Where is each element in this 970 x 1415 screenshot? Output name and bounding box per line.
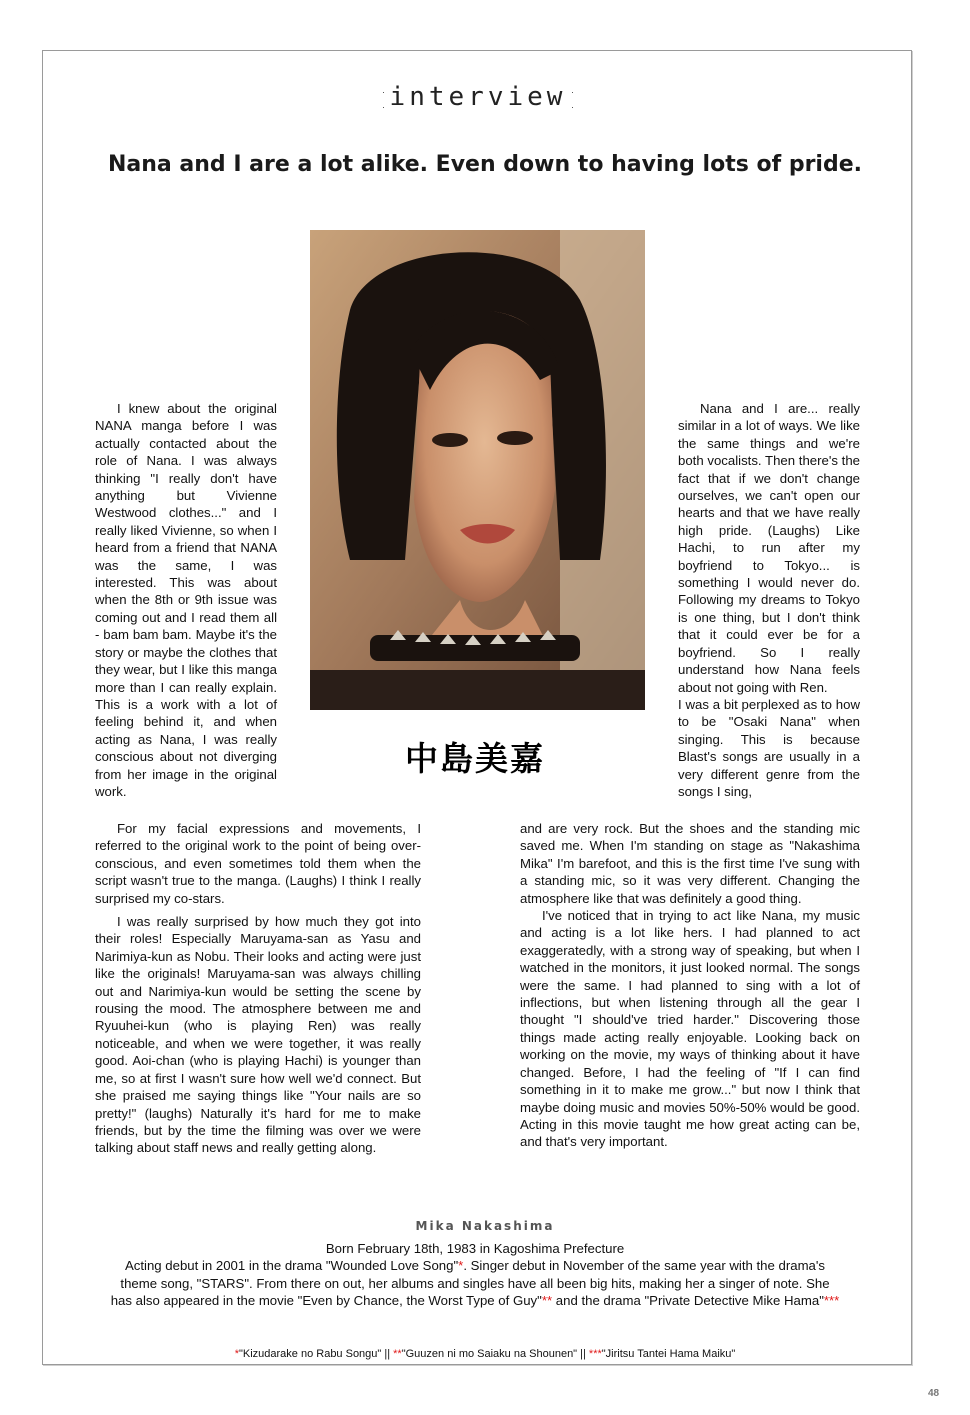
footnotes: *"Kizudarake no Rabu Songu" || **"Guuzen ni mo Saiaku na Shounen" || ***"Jiritsu Tantei Hama Maiku" [234,1348,736,1360]
footnote-marker: *** [823,1293,840,1309]
footnote-marker: ** [541,1293,553,1309]
right-column-top [678,400,860,800]
section-kicker [383,82,573,112]
bio-text: Acting debut in 2001 in the drama "Wounded Love Song"*. Singer debut in November of the same year with the drama's theme song, "STARS". From there on out, her albums and singles have all been big hits, making her a singer of note. She has also appeared in the movie "Even by Chance, the Worst Type of Guy"** and the drama "Private Detective Mike Hama"*** [110,1258,840,1309]
footnote-marker: *** [588,1348,602,1360]
footnote-marker: * [234,1348,239,1360]
paragraph: I was really surprised by how much they got into their roles! Especially Maruyama-san as Yasu and Narimiya-kun as Nobu. Their looks and acting were just like the originals! Maruyama-san was always chilling out and Narimiya-kun would be setting the scene by rousing the mood. The atmosphere between me and Ryuuhei-kun (who is playing Ren) was really noticeable, and when we were together, it was really good. Aoi-chan (who is playing Hachi) is younger than me, so at first I wasn't sure how well we'd connect. But she praised me saying things like "Your nails are so pretty!" (laughs) Naturally it's hard for me to make friends, but by the time the filming was over we were talking about staff news and really getting along. [95,914,421,1156]
paragraph: I've noticed that in trying to act like Nana, my music and acting is a lot like hers. I had planned to act exaggeratedly, with a strong way of speaking, but when I watched in the monitors, it just looked normal. The songs were the same. I had planned to sing with a lot of inflections, but when listening through all the gear I thought "I should've tried harder." Discovering those things made acting really enjoyable. Looking back on working on the movie, my ways of thinking about it have changed. Before, I had the feeling of "If I can find something in it to make me grow..." but now I think that maybe doing music and movies 50%-50% would be good. Acting in this movie taught me how great acting can be, and that's very important. [520,908,860,1150]
bio-born: Born February 18th, 1983 in Kagoshima Prefecture [325,1241,625,1256]
paragraph: I was a bit perplexed as to how to be "Osaki Nana" when singing. This is because Blast's songs are usually in a very different genre from the songs I sing, [678,696,860,799]
left-column-bottom [95,820,421,1157]
japanese-name: 中島美嘉 [405,739,545,778]
paragraph: For my facial expressions and movements, I referred to the original work to the point of being over-conscious, and even sometimes told them when the script wasn't true to the manga. (Laughs) I think I really surprised my co-stars. [95,821,421,906]
paragraph: Nana and I are... really similar in a lot of ways. We like the same things and we're both vocalists. Then there's the fact that if we don't change ourselves, we can't open our hearts and that we have really high pride. (Laughs) Like Hachi, to run after my boyfriend to Tokyo... is something I would never do. Following my dreams to Tokyo is one thing, but I don't think that it could ever be for a boyfriend. So I really understand how Nana feels about not going with Ren. [678,401,860,695]
right-column-bottom [520,820,860,1151]
kicker-label: interview [384,82,573,112]
portrait-photo [310,230,645,710]
footnote-marker: * [458,1258,464,1274]
article-headline: Nana and I are a lot alike. Even down to having lots of pride. [107,152,862,177]
footnote-marker: ** [393,1348,402,1360]
bio-name: Mika Nakashima [415,1219,555,1233]
paragraph: I knew about the original NANA manga before I was actually contacted about the role of Nana. I was always thinking "I really don't have anything but Vivienne Westwood clothes..." and I really liked Vivienne, so when I heard from a friend that NANA was the same, I was interested. This was about when the 8th or 9th issue was coming out and I read them all - bam bam bam. Maybe it's the story or maybe the clothes that they wear, but I like this manga more than I can really explain. This is a work with a lot of feeling behind it, and when acting as Nana, I was really conscious about not diverging from her image in the original work. [95,401,277,799]
bio-block [110,1240,840,1310]
paragraph: and are very rock. But the shoes and the standing mic saved me. When I'm standing on stage as "Nakashima Mika" I'm barefoot, and this is the first time I've sung with a standing mic, so it was very different. Changing the atmosphere like that was definitely a good thing. [520,821,860,906]
page-number: 48 [928,1388,940,1399]
left-column-top [95,400,277,800]
